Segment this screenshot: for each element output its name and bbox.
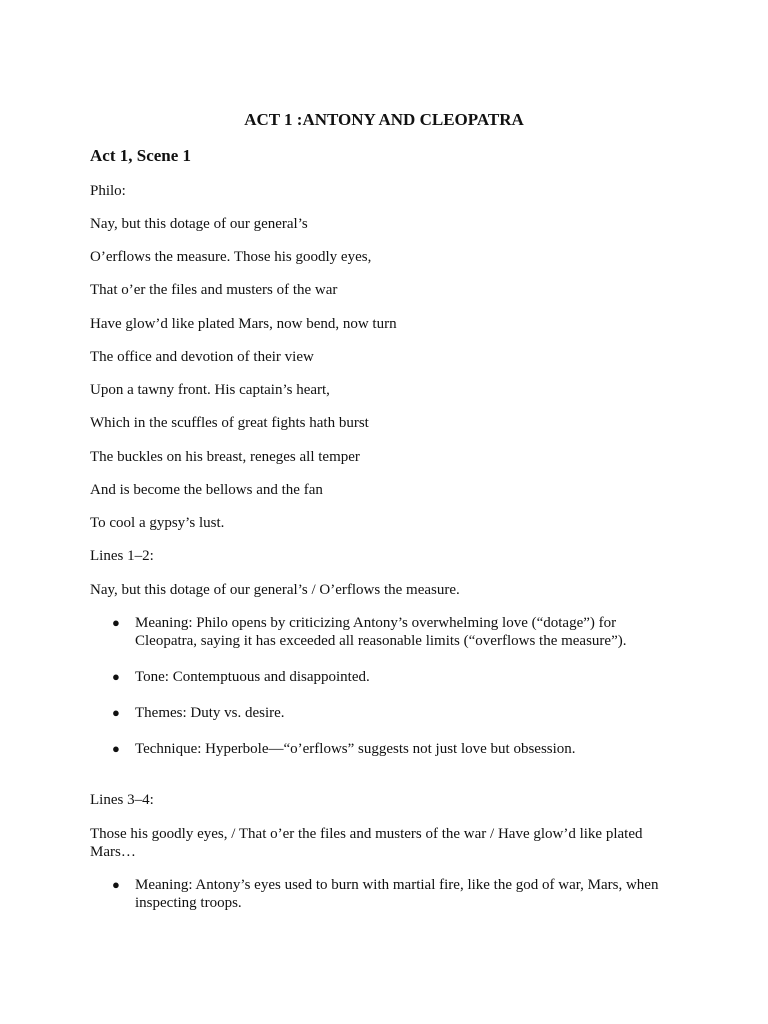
verse-line: O’erflows the measure. Those his goodly eyes,	[90, 249, 372, 265]
section-heading: Lines 1–2:	[90, 548, 154, 564]
bullet-dot-icon: ●	[112, 615, 120, 630]
bullet-text: Themes: Duty vs. desire.	[135, 705, 285, 721]
verse-line: The buckles on his breast, reneges all temper	[90, 449, 360, 465]
verse-line: And is become the bellows and the fan	[90, 482, 323, 498]
bullet-text: Technique: Hyperbole—“o’erflows” suggests not just love but obsession.	[135, 741, 576, 757]
section-heading: Lines 3–4:	[90, 792, 154, 808]
bullet-item	[112, 668, 672, 686]
bullet-text: Tone: Contemptuous and disappointed.	[135, 669, 370, 685]
verse-line: That o’er the files and musters of the war	[90, 282, 338, 298]
bullet-item	[112, 704, 672, 722]
verse-line: Upon a tawny front. His captain’s heart,	[90, 382, 330, 398]
bullet-dot-icon: ●	[112, 669, 120, 684]
verse-line: Which in the scuffles of great fights hath burst	[90, 415, 369, 431]
verse-line: Have glow’d like plated Mars, now bend, now turn	[90, 316, 397, 332]
page-title: ACT 1 :ANTONY AND CLEOPATRA	[244, 110, 524, 129]
bullet-text: Meaning: Antony’s eyes used to burn with martial fire, like the god of war, Mars, when inspecting troops.	[135, 877, 659, 911]
bullet-dot-icon: ●	[112, 705, 120, 720]
verse-line: The office and devotion of their view	[90, 349, 314, 365]
bullet-item	[112, 740, 672, 758]
verse-line: To cool a gypsy’s lust.	[90, 515, 225, 531]
section-quote: Those his goodly eyes, / That o’er the files and musters of the war / Have glow’d like plated Mars…	[90, 826, 643, 860]
section-quote: Nay, but this dotage of our general’s / O’erflows the measure.	[90, 582, 460, 598]
bullet-text: Meaning: Philo opens by criticizing Antony’s overwhelming love (“dotage”) for Cleopatra, saying it has exceeded all reasonable limits (“overflows the measure”).	[135, 615, 627, 649]
bullet-dot-icon: ●	[112, 877, 120, 892]
scene-heading: Act 1, Scene 1	[90, 146, 192, 165]
verse-line: Nay, but this dotage of our general’s	[90, 216, 308, 232]
bullet-dot-icon: ●	[112, 741, 120, 756]
speaker-name: Philo:	[90, 183, 126, 199]
bullet-item	[112, 876, 672, 912]
bullet-item	[112, 614, 672, 650]
